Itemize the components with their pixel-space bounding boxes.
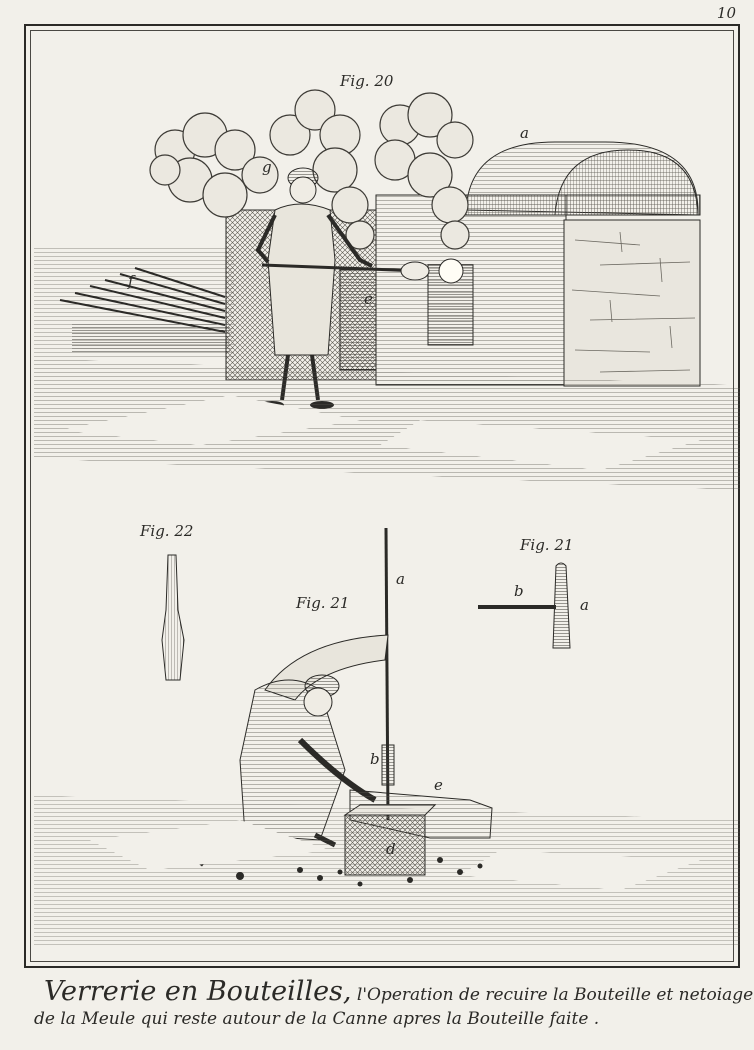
- top-scene: [34, 90, 740, 490]
- page-number: 10: [716, 4, 736, 22]
- letter-a-rod: a: [396, 570, 405, 588]
- bottle-glob: [401, 262, 429, 280]
- kiln-glow: [439, 259, 463, 283]
- letter-b-rod: b: [370, 750, 380, 768]
- letter-g: g: [262, 158, 272, 176]
- caption-line2: de la Meule qui reste autour de la Canne apres la Bouteille faite .: [34, 1009, 600, 1029]
- plate-caption: [34, 976, 754, 1031]
- letter-f: f: [128, 272, 134, 290]
- fig22-label: Fig. 22: [140, 522, 194, 540]
- caption-title: Verrerie en Bouteilles,: [44, 976, 352, 1007]
- fig20-label: Fig. 20: [340, 72, 394, 90]
- letter-a-tool: a: [580, 596, 589, 614]
- rod-meule: [382, 745, 394, 785]
- letter-b-tool: b: [514, 582, 524, 600]
- fig21-scene-label: Fig. 21: [296, 594, 350, 612]
- fig22-tool: [162, 555, 184, 680]
- letter-d-block: d: [386, 840, 396, 858]
- bottom-scene: [34, 528, 740, 945]
- kiln-door: [340, 270, 376, 370]
- cane-stand: [72, 324, 230, 354]
- fig21-tool-label: Fig. 21: [520, 536, 574, 554]
- fig21-head: [553, 563, 570, 648]
- caption-line1-rest: l'Operation de recuire la Bouteille et netoiage: [351, 985, 754, 1005]
- letter-a-kiln: a: [520, 124, 529, 142]
- letter-e-tray: e: [434, 776, 443, 794]
- kiln-stone-face: [564, 220, 700, 386]
- kiln-cornice: [466, 195, 700, 215]
- letter-e-kiln: e: [364, 290, 373, 308]
